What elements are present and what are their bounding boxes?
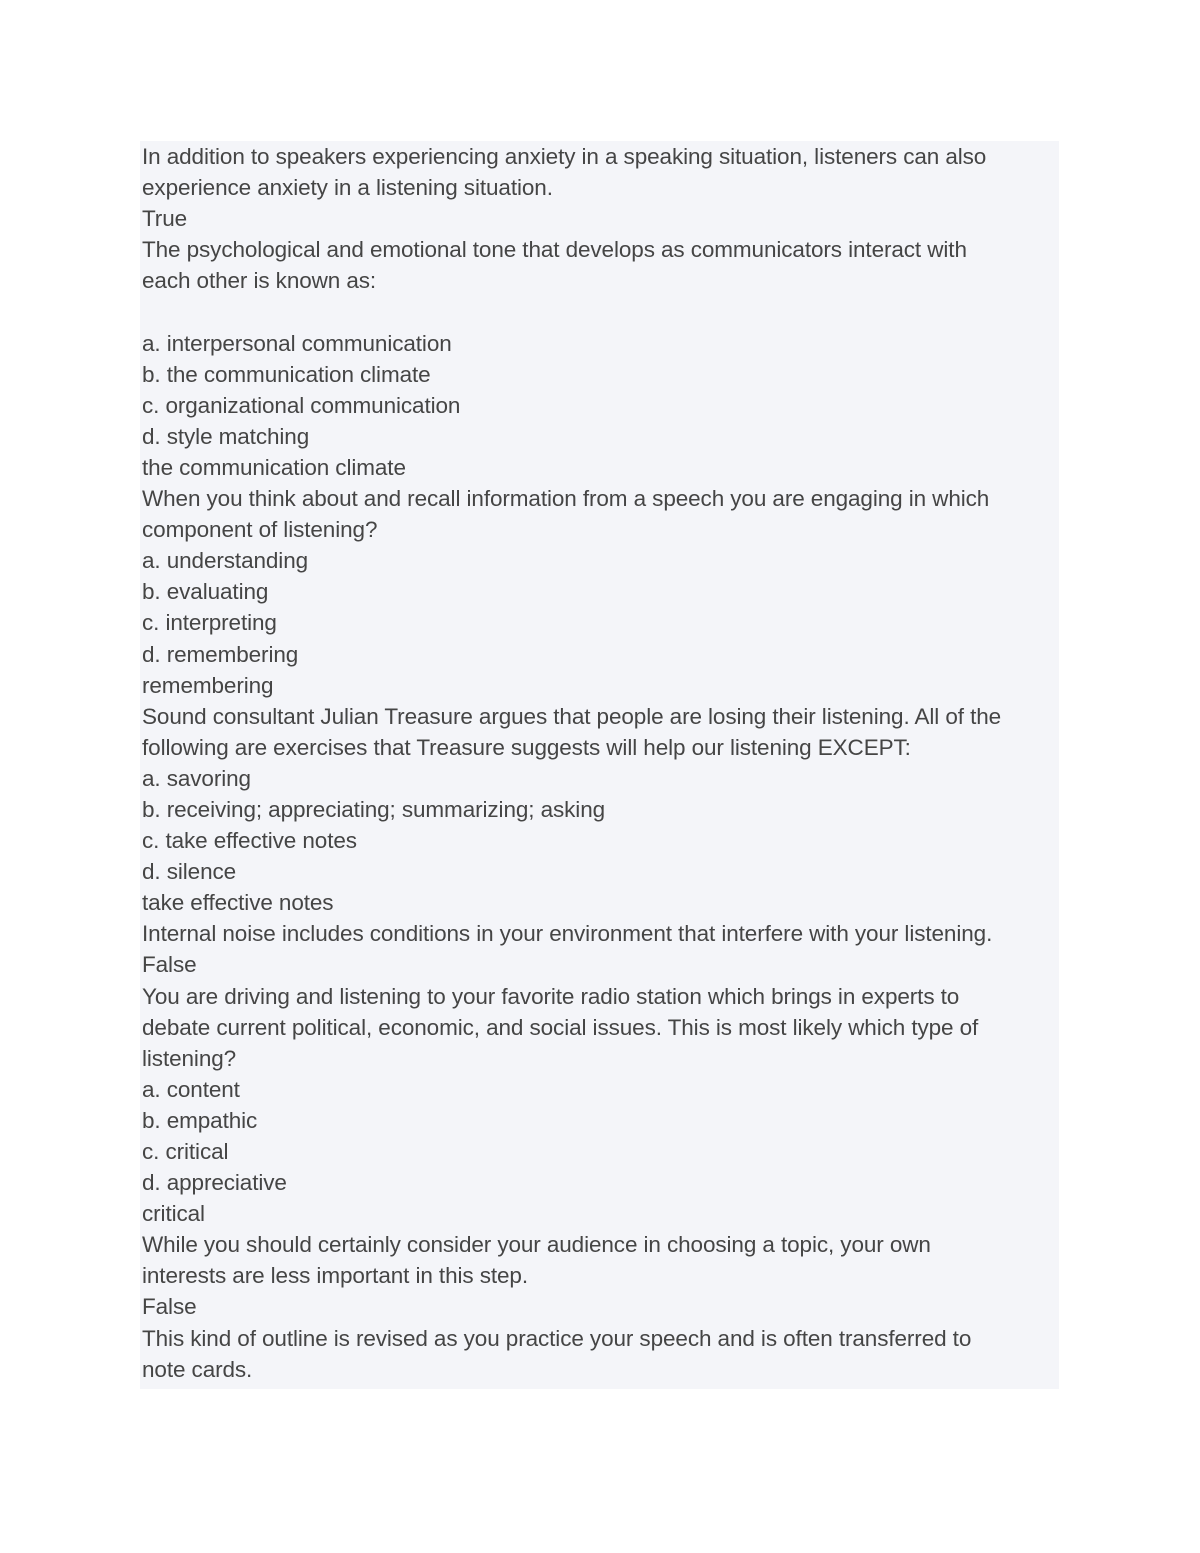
- text-line: interests are less important in this step.: [142, 1263, 528, 1289]
- option-line: b. receiving; appreciating; summarizing; asking: [142, 796, 606, 822]
- answer-line: critical: [142, 1201, 205, 1227]
- text-line: Sound consultant Julian Treasure argues that people are losing their listening. All of the: [142, 703, 1002, 729]
- text-line: listening?: [142, 1045, 237, 1071]
- option-line: a. savoring: [142, 765, 251, 791]
- option-line: d. appreciative: [142, 1170, 287, 1196]
- text-line: The psychological and emotional tone that develops as communicators interact with: [142, 237, 967, 263]
- text-line: When you think about and recall information from a speech you are engaging in which: [142, 486, 990, 512]
- option-line: b. empathic: [142, 1107, 258, 1133]
- option-line: b. the communication climate: [142, 361, 431, 387]
- answer-line: False: [142, 1294, 197, 1320]
- highlighted-text-block: [140, 141, 1059, 1389]
- option-line: a. content: [142, 1076, 240, 1102]
- text-line: experience anxiety in a listening situation.: [142, 175, 553, 201]
- option-line: c. organizational communication: [142, 392, 461, 418]
- answer-line: take effective notes: [142, 890, 334, 916]
- answer-line: True: [142, 206, 188, 232]
- text-line: component of listening?: [142, 517, 378, 543]
- option-line: d. silence: [142, 859, 237, 885]
- answer-line: False: [142, 952, 197, 978]
- answer-line: remembering: [142, 672, 274, 698]
- option-line: a. interpersonal communication: [142, 330, 452, 356]
- option-line: d. style matching: [142, 423, 310, 449]
- option-line: a. understanding: [142, 548, 309, 574]
- option-line: d. remembering: [142, 641, 299, 667]
- text-line: This kind of outline is revised as you practice your speech and is often transferred to: [142, 1325, 972, 1351]
- text-line: debate current political, economic, and social issues. This is most likely which type of: [142, 1014, 979, 1040]
- text-line: You are driving and listening to your favorite radio station which brings in experts to: [142, 983, 960, 1009]
- text-line: following are exercises that Treasure suggests will help our listening EXCEPT:: [142, 734, 911, 760]
- option-line: c. interpreting: [142, 610, 277, 636]
- answer-line: the communication climate: [142, 454, 406, 480]
- option-line: c. take effective notes: [142, 828, 357, 854]
- text-line: each other is known as:: [142, 268, 377, 294]
- text-line: In addition to speakers experiencing anxiety in a speaking situation, listeners can also: [142, 144, 987, 169]
- text-line: Internal noise includes conditions in your environment that interfere with your listening.: [142, 921, 993, 947]
- option-line: b. evaluating: [142, 579, 269, 605]
- text-line: While you should certainly consider your audience in choosing a topic, your own: [142, 1232, 931, 1258]
- blank-line: [142, 296, 1059, 327]
- text-line: note cards.: [142, 1356, 253, 1382]
- option-line: c. critical: [142, 1139, 229, 1164]
